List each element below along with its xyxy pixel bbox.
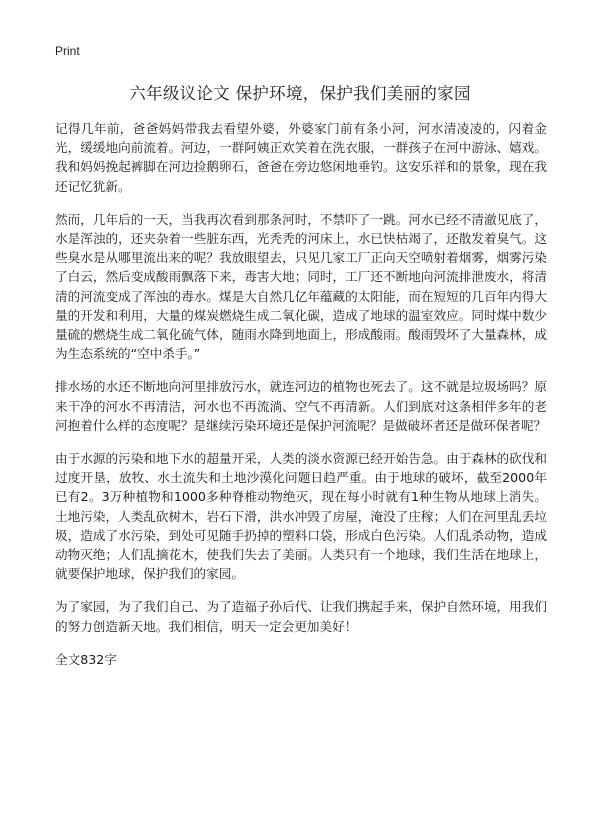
- page-title: 六年级议论文 保护环境，保护我们美丽的家园: [129, 84, 471, 103]
- article-paragraph: 排水场的水还不断地向河里排放污水，就连河边的植物也死去了。这不就是垃圾场吗？原来干净的河水不再清洁，河水也不再流淌、空气不再清新。人们到底对这条相伴多年的老河抱着什么样的态度呢？是继续污染环境还是保护河流呢？是做破坏者还是做环保者呢？: [55, 379, 547, 433]
- article-body: [55, 119, 547, 669]
- article-paragraph: 然而，几年后的一天，当我再次看到那条河时，不禁吓了一跳。河水已经不清澈见底了，水是浑浊的，还夹杂着一些脏东西，光秃秃的河床上，水已快枯竭了，还散发着臭气。这些臭水是从哪里流出来的呢？我放眼望去，只见几家工厂正向天空喷射着烟雾，烟雾污染了白云，然后变成酸雨飘落下来，毒害大地；同时，工厂还不断地向河流排泄废水，将清清的河流变成了浑浊的毒水。煤是大自然几亿年蕴藏的太阳能，而在短短的几百年内得大量的开发和利用，大量的煤炭燃烧生成二氧化碳，造成了地球的温室效应。同时煤中数少量硫的燃烧生成二氧化硫气体，随雨水降到地面上，形成酸雨。酸雨毁坏了大量森林，成为生态系统的“空中杀手。”: [55, 211, 547, 362]
- article-paragraph: 由于水源的污染和地下水的超量开采，人类的淡水资源已经开始告急。由于森林的砍伐和过度开垦，放牧、水土流失和土地沙漠化问题日趋严重。由于地球的破坏，截至2000年已有2。3万种植物和1000多种脊椎动物绝灭，现在每小时就有1种生物从地球上消失。土地污染，人类乱砍树木，岩石下滑，洪水冲毁了房屋，淹没了庄稼；人们在河里乱丢垃圾，造成了水污染，到处可见随手扔掉的塑料口袋，形成白色污染。人们乱杀动物，造成动物灭绝；人们乱摘花木，使我们失去了美丽。人类只有一个地球，我们生活在地球上，就要保护地球，保护我们的家园。: [55, 451, 547, 582]
- word-count: 全文832字: [55, 651, 117, 667]
- print-link[interactable]: Print: [55, 44, 80, 58]
- article-paragraph: 为了家园，为了我们自己、为了造福子孙后代、让我们携起手来，保护自然环境，用我们的努力创造新天地。我们相信，明天一定会更加美好！: [55, 599, 547, 634]
- article-paragraph: 记得几年前，爸爸妈妈带我去看望外婆，外婆家门前有条小河，河水清凌凌的，闪着金光，缓缓地向前流着。河边，一群阿姨正欢笑着在洗衣服，一群孩子在河中游泳、嬉戏。我和妈妈挽起裤脚在河边捡鹅卵石，爸爸在旁边悠闲地垂钓。这安乐祥和的景象，现在我还记忆犹新。: [55, 121, 547, 194]
